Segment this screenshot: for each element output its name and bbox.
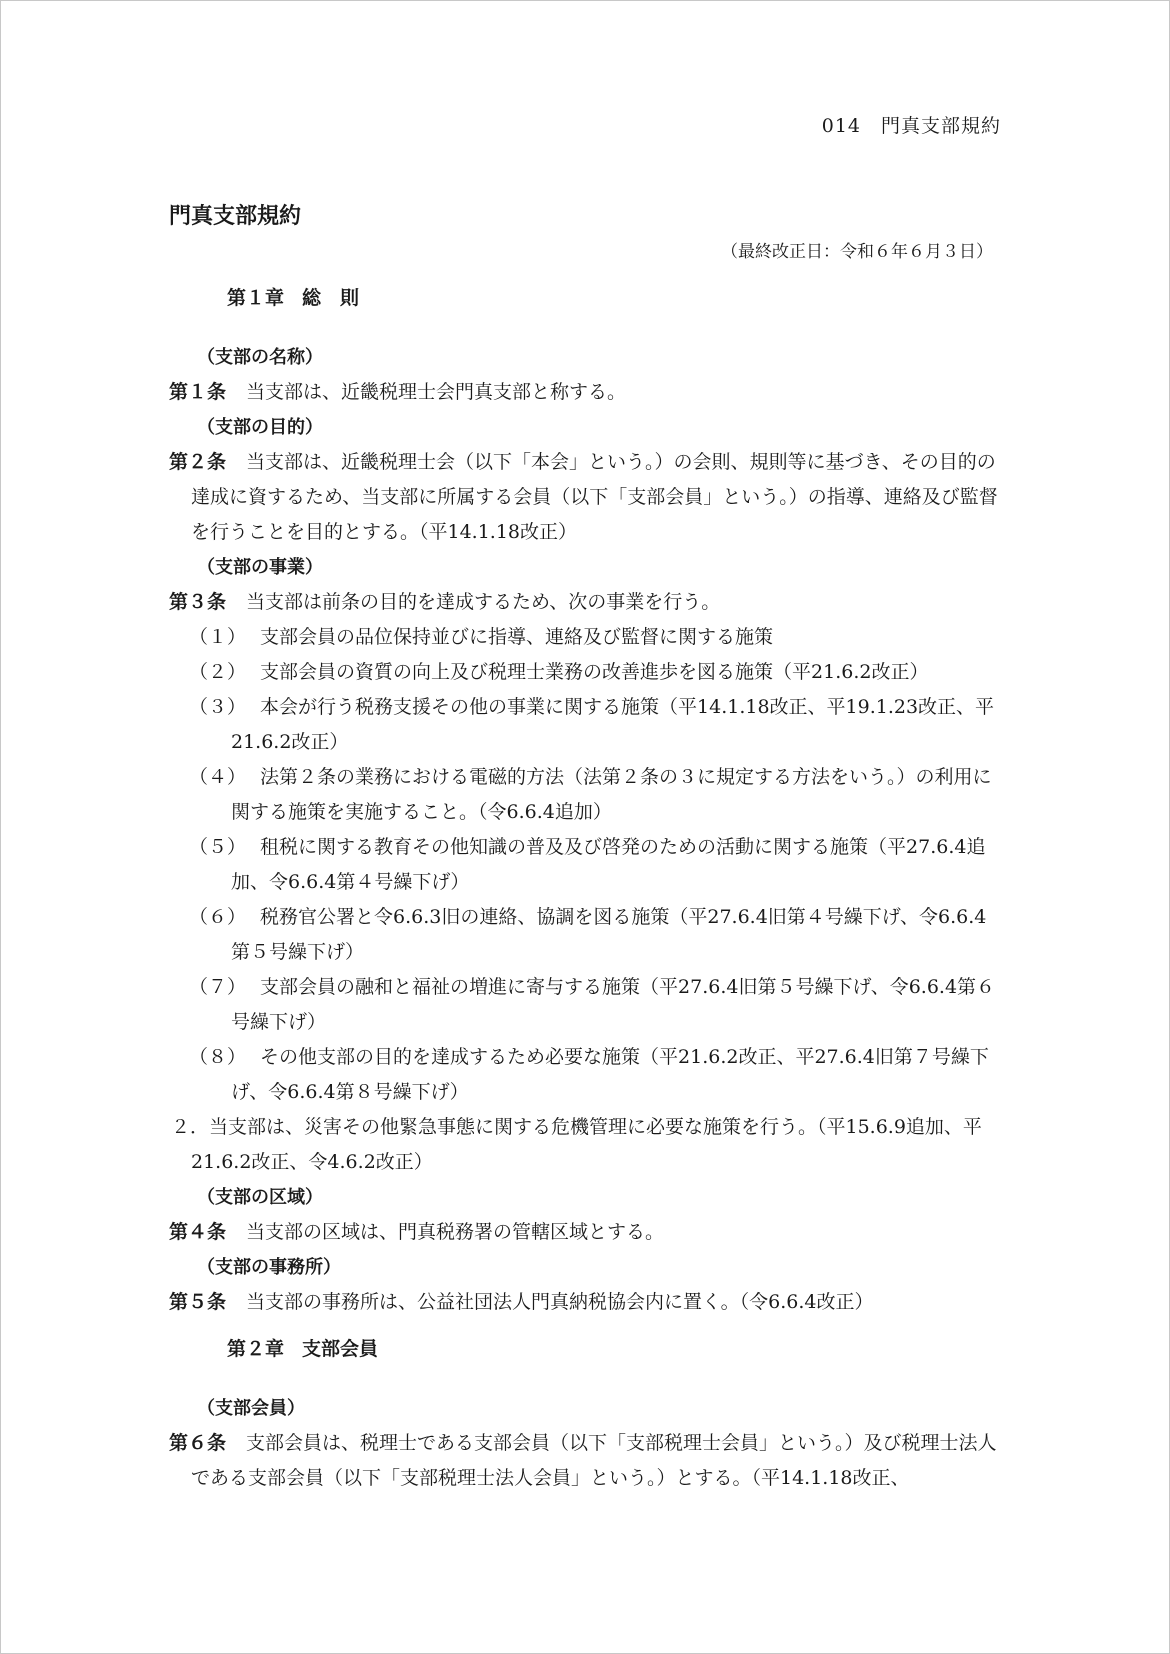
article-caption: （支部の目的） [197,417,323,438]
article-caption: （支部の事業） [197,557,323,578]
item-label: （７） [189,976,247,998]
list-item [169,900,1004,970]
item-label: （３） [189,696,247,718]
item-label: （２） [189,661,247,683]
document-body [169,281,1004,1496]
article [169,1285,1004,1320]
article-text: 当支部の事務所は、公益社団法人門真納税協会内に置く。（令6.6.4改正） [246,1291,874,1313]
item-label: （５） [189,836,247,858]
item-text: その他支部の目的を達成するため必要な施策（平21.6.2改正、平27.6.4旧第７号繰下げ、令6.6.4第８号繰下げ） [231,1046,989,1103]
article-text: 当支部は、近畿税理士会門真支部と称する。 [246,381,627,403]
chapter-number: 第２章 [227,1338,285,1360]
article-label: 第５条 [169,1291,227,1313]
article-text: 当支部の区域は、門真税務署の管轄区域とする。 [246,1221,665,1243]
item-text: 支部会員の品位保持並びに指導、連絡及び監督に関する施策 [260,626,774,648]
article [169,445,1004,550]
article-label: 第６条 [169,1432,227,1454]
list-item [169,1040,1004,1110]
item-text: 税務官公署と令6.6.3旧の連絡、協調を図る施策（平27.6.4旧第４号繰下げ、令6.6.4第５号繰下げ） [231,906,987,963]
article-caption: （支部の事務所） [197,1257,341,1278]
chapter-title: 総 則 [302,287,360,309]
article-label: 第４条 [169,1221,227,1243]
list-item [169,620,1004,655]
item-text: 租税に関する教育その他知識の普及及び啓発のための活動に関する施策（平27.6.4追加、令6.6.4第４号繰下げ） [231,836,986,893]
article [169,1215,1004,1250]
item-text: 支部会員の融和と福祉の増進に寄与する施策（平27.6.4旧第５号繰下げ、令6.6.4第６号繰下げ） [231,976,996,1033]
item-label: （８） [189,1046,247,1068]
item-text: 法第２条の業務における電磁的方法（法第２条の３に規定する方法をいう。）の利用に関する施策を実施すること。（令6.6.4追加） [231,766,992,823]
document-id: 014 門真支部規約 [821,115,1001,137]
chapter-title: 支部会員 [302,1338,379,1360]
list-item [169,690,1004,760]
item-label: （４） [189,766,247,788]
item-label: （６） [189,906,247,928]
article [169,1426,1004,1496]
list-item [169,655,1004,690]
article-text: 支部会員は、税理士である支部会員（以下「支部税理士会員」という。）及び税理士法人である支部会員（以下「支部税理士法人会員」という。）とする。（平14.1.18改正、 [191,1432,997,1489]
article-caption: （支部会員） [197,1398,305,1419]
list-item [169,830,1004,900]
article-caption: （支部の区域） [197,1187,323,1208]
revision-date: （最終改正日：令和６年６月３日） [721,242,993,262]
chapter-number: 第１章 [227,287,285,309]
article-paragraph: ２．当支部は、災害その他緊急事態に関する危機管理に必要な施策を行う。（平15.6.9追加、平21.6.2改正、令4.6.2改正） [171,1116,982,1173]
item-text: 本会が行う税務支援その他の事業に関する施策（平14.1.18改正、平19.1.23改正、平21.6.2改正） [231,696,995,753]
list-item [169,970,1004,1040]
item-label: （１） [189,626,247,648]
article-text: 当支部は前条の目的を達成するため、次の事業を行う。 [246,591,721,613]
chapter-heading [169,1332,1004,1367]
item-text: 支部会員の資質の向上及び税理士業務の改善進歩を図る施策（平21.6.2改正） [260,661,929,683]
article-text: 当支部は、近畿税理士会（以下「本会」という。）の会則、規則等に基づき、その目的の達成に資するため、当支部に所属する会員（以下「支部会員」という。）の指導、連絡及び監督を行うことを目的とする。（平14.1.18改正） [191,451,998,543]
chapter-heading [169,281,1004,316]
article-caption: （支部の名称） [197,347,323,368]
article-label: 第３条 [169,591,227,613]
article [169,585,1004,620]
article-label: 第１条 [169,381,227,403]
article [169,375,1004,410]
document-title: 門真支部規約 [169,204,302,229]
list-item [169,760,1004,830]
article-label: 第２条 [169,451,227,473]
